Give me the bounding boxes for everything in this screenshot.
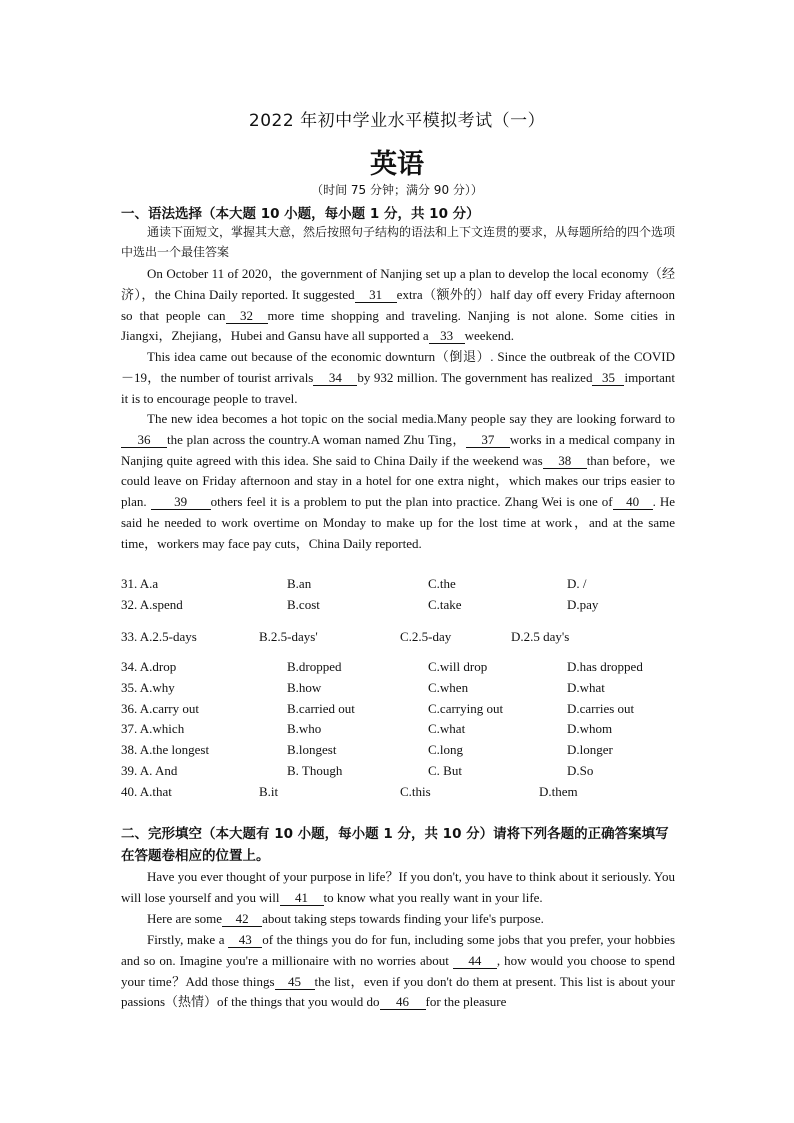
option-36-b: B.carried out [287, 701, 355, 716]
question-32-options [121, 597, 721, 615]
option-38-c: C.long [428, 742, 464, 757]
option-35-d: D.what [567, 680, 605, 695]
time-info: （时间 75 分钟；满分 90 分）） [311, 183, 483, 197]
option-37-d: D.whom [567, 721, 613, 736]
blank-31: 31 [355, 287, 397, 303]
passage2-paragraph-1: Have you ever thought of your purpose in life？If you don't, you have to think about it seriously. You will lose yourself and you will 41 to know what you really want in your life. [121, 869, 675, 905]
option-34-b: B.dropped [287, 659, 342, 674]
question-38-options [121, 742, 721, 760]
blank-41: 41 [280, 890, 324, 906]
section2-heading: 二、完形填空（本大题有 10 小题，每小题 1 分，共 10 分）请将下列各题的正确答案填写在答题卷相应的位置上。 [121, 826, 669, 864]
blank-35: 35 [592, 370, 624, 386]
blank-33: 33 [429, 328, 465, 344]
option-39-a: 39. A. And [121, 763, 178, 778]
question-37-options [121, 721, 721, 739]
section1-instruction: 通读下面短文，掌握其大意，然后按照句子结构的语法和上下文连贯的要求，从每题所给的四个选项中选出一个最佳答案 [121, 225, 676, 259]
blank-37: 37 [466, 432, 510, 448]
option-32-a: 32. A.spend [121, 597, 183, 612]
blank-43: 43 [228, 932, 262, 948]
section1-heading: 一、语法选择（本大题 10 小题，每小题 1 分，共 10 分） [121, 206, 480, 222]
option-40-d: D.them [539, 784, 578, 799]
blank-42: 42 [222, 911, 262, 927]
option-31-c: C.the [428, 576, 456, 591]
blank-46: 46 [380, 994, 426, 1010]
option-34-d: D.has dropped [567, 659, 643, 674]
option-36-a: 36. A.carry out [121, 701, 199, 716]
option-40-b: B.it [259, 784, 279, 799]
option-35-b: B.how [287, 680, 322, 695]
blank-45: 45 [275, 974, 315, 990]
blank-40: 40 [613, 494, 653, 510]
question-33-options [121, 629, 721, 647]
option-36-c: C.carrying out [428, 701, 504, 716]
blank-38: 38 [543, 453, 587, 469]
option-35-c: C.when [428, 680, 469, 695]
subject-title: 英语 [370, 149, 424, 180]
option-38-b: B.longest [287, 742, 337, 757]
option-31-d: D. / [567, 576, 587, 591]
question-36-options [121, 701, 721, 719]
option-38-a: 38. A.the longest [121, 742, 210, 757]
passage1-paragraph-1: On October 11 of 2020，the government of Nanjing set up a plan to develop the local economy（经济），the China Daily reported. It suggested 31 extra（额外的）half day off every Friday afternoon so that people can 32 more time shopping and traveling. Nanjing is not alone. Some cities in Jiangxi，Zhejiang，Hubei and Gansu have all supported a 33 weekend. [121, 266, 676, 344]
option-35-a: 35. A.why [121, 680, 175, 695]
question-35-options [121, 680, 721, 698]
blank-39: 39 [151, 494, 211, 510]
blank-44: 44 [453, 953, 497, 969]
option-33-b: B.2.5-days' [259, 629, 318, 644]
passage1-paragraph-3: The new idea becomes a hot topic on the social media.Many people say they are looking forward to36 the plan across the country.A woman named Zhu Ting， 37 works in a medical company in Nanjing quite agreed with this idea. She said to China Daily if the weekend was 38 than before，we could leave on Friday afternoon and stay in a hotel for one extra night，which makes our trips easier to plan. 39 others feel it is a problem to put the plan into practice. Zhang Wei is one of 40 . He said he needed to work overtime on Monday to make up for the lost time at work，and at the same time，workers may face pay cuts，China Daily reported. [121, 411, 675, 551]
option-32-d: D.pay [567, 597, 599, 612]
option-32-c: C.take [428, 597, 462, 612]
option-40-c: C.this [400, 784, 431, 799]
exam-title: 2022 年初中学业水平模拟考试（一） [248, 111, 546, 131]
option-33-a: 33. A.2.5-days [121, 629, 197, 644]
option-40-a: 40. A.that [121, 784, 172, 799]
option-37-c: C.what [428, 721, 466, 736]
question-39-options [121, 763, 721, 781]
option-39-c: C. But [428, 763, 462, 778]
option-39-b: B. Though [287, 763, 343, 778]
option-37-b: B.who [287, 721, 322, 736]
option-34-a: 34. A.drop [121, 659, 177, 674]
option-34-c: C.will drop [428, 659, 488, 674]
option-33-d: D.2.5 day's [511, 629, 570, 644]
option-31-a: 31. A.a [121, 576, 159, 591]
option-38-d: D.longer [567, 742, 613, 757]
blank-32: 32 [226, 308, 268, 324]
question-34-options [121, 659, 721, 677]
passage2-paragraph-3: Firstly, make a 43 of the things you do for fun, including some jobs that you prefer, your hobbies and so on. Imagine you're a millionaire with no worries about 44 , how would you choose to spend your time？Add those things 45 the list，even if you don't do them at present. This list is about your passions（热情）of the things that you would do 46 for the pleasure [121, 932, 676, 1010]
option-32-b: B.cost [287, 597, 320, 612]
option-33-c: C.2.5-day [400, 629, 452, 644]
passage2-paragraph-2: Here are some 42 about taking steps towards finding your life's purpose. [147, 911, 544, 926]
blank-34: 34 [313, 370, 357, 386]
option-39-d: D.So [567, 763, 594, 778]
option-37-a: 37. A.which [121, 721, 185, 736]
question-40-options [121, 784, 721, 802]
blank-36: 36 [121, 432, 167, 448]
question-31-options [121, 576, 721, 594]
option-36-d: D.carries out [567, 701, 635, 716]
option-31-b: B.an [287, 576, 312, 591]
passage1-paragraph-2: This idea came out because of the economic downturn（倒退）. Since the outbreak of the COVID－19，the number of tourist arrivals 34 by 932 million. The government has realized 35 important it is to encourage people to travel. [121, 349, 675, 406]
